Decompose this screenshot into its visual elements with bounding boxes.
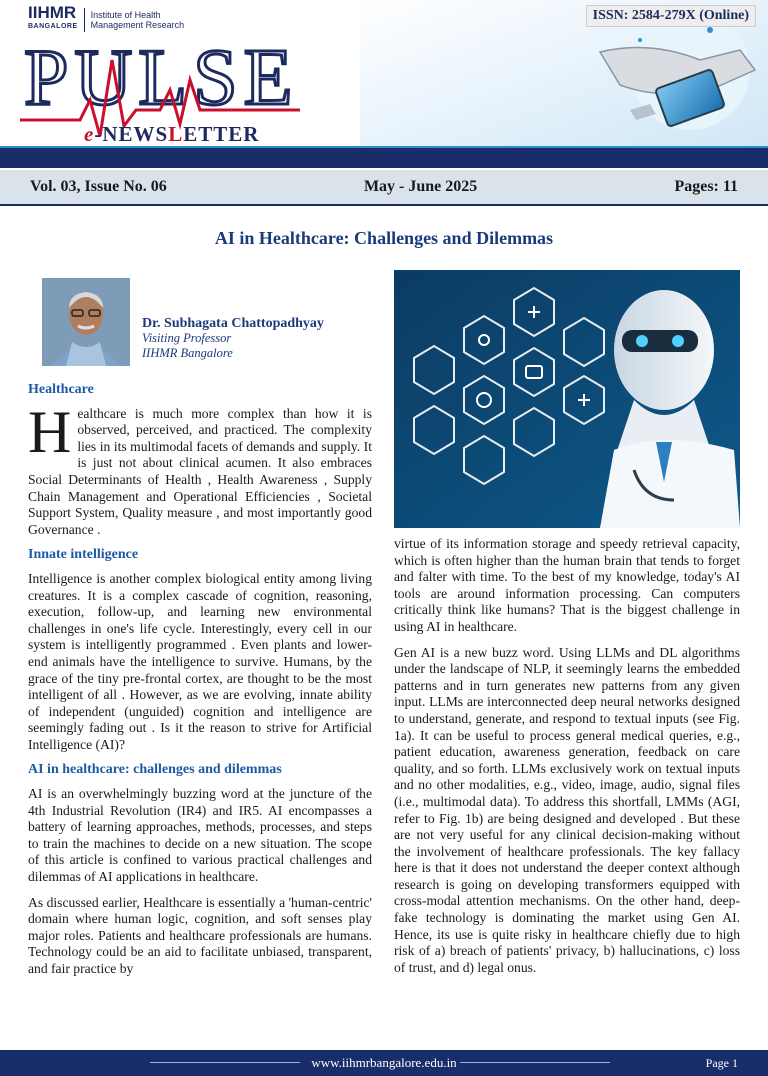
author-role: Visiting Professor bbox=[142, 331, 232, 345]
enewsletter-label: e-NEWSLETTER bbox=[84, 122, 260, 146]
paragraph-ai-2: As discussed earlier, Healthcare is essentially a 'human-centric' domain where human logic, cognition, and soft senses play major roles. Patients and healthcare professionals are humans. Technology could be an aid to facilitate unbiased, transparent, and fair practice by bbox=[28, 894, 372, 976]
author-org: IIHMR Bangalore bbox=[142, 346, 233, 360]
paragraph-ai-1: AI is an overwhelmingly buzzing word at the juncture of the 4th Industrial Revolution (IR4) and IR5. AI encompasses a battery of learning approaches, methods, processes, and steps to train the machines to decide on a new situation. The scope of this article is confined to various practical challenges and dilemmas of AI applications in healthcare. bbox=[28, 786, 372, 885]
masthead bbox=[0, 0, 768, 168]
left-column bbox=[28, 278, 372, 987]
logo-institute-name: Institute of Health Management Research bbox=[90, 10, 185, 30]
issue-volume: Vol. 03, Issue No. 06 bbox=[30, 178, 167, 195]
drop-cap: H bbox=[28, 398, 72, 465]
issue-bar-rule bbox=[0, 204, 768, 206]
paragraph-healthcare: Healthcare is much more complex than how it is observed, perceived, and practiced. The complexity lies in its multimodal facets of demands and supply. It is just not about clinical acumen. It also embraces Social Determinants of Health , Health Awareness , Supply Chain Management and Operational Efficiencies , Societal Support System, Quality measure , and most importantly good Governance . bbox=[28, 398, 372, 537]
paragraph-innate-intelligence: Intelligence is another complex biological entity among living creatures. It is a complex cascade of cognition, reasoning, execution, follow-up, and learning new environmental challenges in one's life cycle. Interestingly, every cell in our system is intelligently programmed . Even plants and lower-end animals have the intelligence to survive. Humans, by the grace of the tiny pre-frontal cortex, are thought to be the most intelligent of all . However, as we are evolving, innate ability of independent (unguided) cognition and intelligence are seemingly fading out . Is it the reason to strive for Artificial Intelligence (AI)? bbox=[28, 570, 372, 752]
robot-doctor-illustration bbox=[394, 270, 740, 528]
section-heading-innate-intelligence: Innate intelligence bbox=[28, 547, 139, 563]
logo-sub-text: BANGALORE bbox=[28, 23, 78, 30]
author-portrait-icon bbox=[42, 278, 130, 366]
footer-website-link[interactable]: www.iihmrbangalore.edu.in bbox=[311, 1055, 457, 1070]
author-photo bbox=[42, 278, 130, 366]
author-info bbox=[142, 316, 324, 361]
paragraph-right-1: virtue of its information storage and speedy retrieval capacity, which is often higher than the human brain that tends to forget and falter with time. To the best of my knowledge, today's AI tools are around information processing. Can computers critically think like humans? That is the biggest challenge in using AI in healthcare. bbox=[394, 536, 740, 634]
section-heading-ai-healthcare: AI in healthcare: challenges and dilemmas bbox=[28, 762, 282, 778]
issue-date: May - June 2025 bbox=[363, 178, 478, 195]
ai-robot-doctor-image bbox=[394, 270, 740, 528]
iihmr-logo[interactable] bbox=[28, 3, 185, 34]
logo-divider bbox=[84, 8, 85, 32]
logo-mark-text: IIHMR bbox=[28, 3, 77, 22]
issue-pages: Pages: 11 bbox=[674, 178, 738, 195]
page-footer bbox=[0, 1050, 768, 1076]
paragraph-right-2: Gen AI is a new buzz word. Using LLMs and DL algorithms under the landscape of NLP, it seemingly learns the embedded patterns and in turn generates new patterns from any given input. LLMs are interconnected deep neural networks designed to understand, generate, and respond to textual inputs (see Fig. 1a). It can be useful to process general medical queries, e.g., patient education, awareness generation, feedback on care quality, and so forth. LLMs exclusively work on textual inputs and no other modalities, e.g., video, image, audio, signal files (i.e., multimodal data). To address this shortfall, LMMs (AGI, refer to Fig. 1b) are being designed and developed . But these are not very useful for any clinical decision-making without the involvement of healthcare professionals. The key fallacy here is that it does not understand the deeper context although research is going on developing transformers equipped with cross-modal attention mechanisms. On the other hand, deep-fake technology is dominating the market using Gen AI. Hence, its use is quite risky in healthcare chiefly due to high risk of a) breach of patients' privacy, b) hallucinations, c) loss of trust, and d) legal onus. bbox=[394, 644, 740, 975]
section-heading-healthcare: Healthcare bbox=[28, 382, 94, 397]
issue-info-bar bbox=[0, 170, 768, 204]
article-title: AI in Healthcare: Challenges and Dilemmas bbox=[214, 228, 554, 248]
pulse-wordmark: PULSE bbox=[24, 34, 299, 122]
footer-page-number: Page 1 bbox=[705, 1056, 738, 1070]
author-block bbox=[28, 278, 372, 370]
header-navy-band bbox=[0, 148, 768, 168]
issn-badge: ISSN: 2584-279X (Online) bbox=[586, 5, 756, 27]
right-column bbox=[394, 536, 740, 985]
author-name: Dr. Subhagata Chattopadhyay bbox=[142, 316, 324, 331]
